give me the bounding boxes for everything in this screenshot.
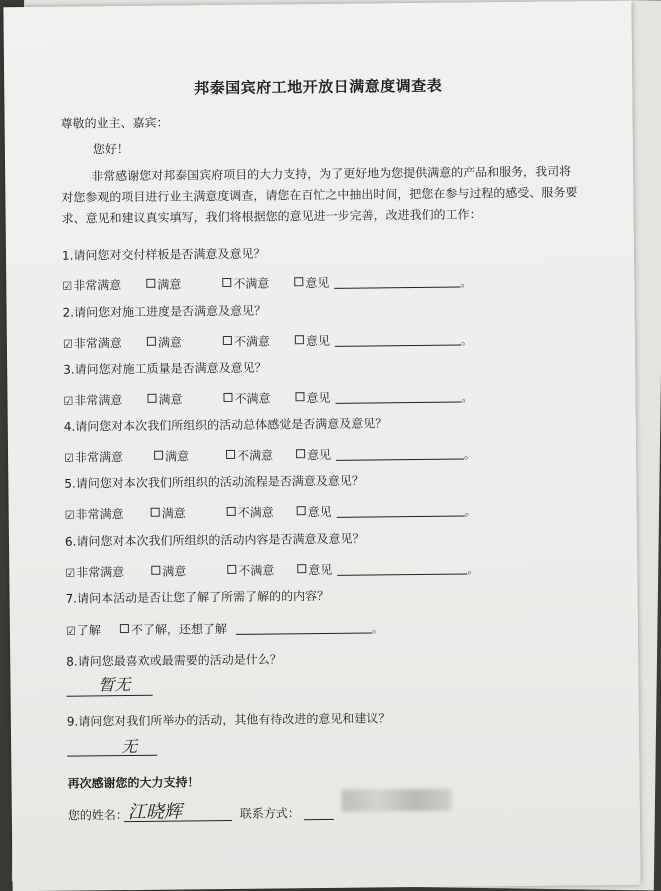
opinion-answer-line[interactable]	[337, 572, 467, 575]
checkbox-icon	[147, 337, 156, 346]
question-3: 3.请问您对施工质量是否满意及意见？	[63, 360, 267, 377]
checkbox-icon	[223, 393, 232, 402]
checkbox-icon	[295, 392, 304, 401]
checked-box-icon: ☑	[62, 279, 73, 293]
checkbox-icon	[147, 394, 156, 403]
redacted-contact	[342, 789, 452, 812]
question-8: 8.请问您最喜欢或最需要的活动是什么？	[66, 652, 282, 669]
option-dissatisfied[interactable]: 不满意	[223, 390, 270, 407]
checkbox-icon	[146, 279, 155, 288]
option-dissatisfied[interactable]: 不满意	[226, 447, 273, 464]
question-5: 5.请问您对本次我们所组织的活动流程是否满意及意见？	[64, 473, 364, 491]
survey-sheet	[3, 1, 640, 891]
opinion-answer-line[interactable]	[336, 458, 464, 461]
want-to-know-answer-line[interactable]	[236, 631, 372, 634]
option-opinion[interactable]: 意见	[295, 389, 330, 406]
contact-label: 联系方式：	[239, 806, 300, 821]
option-understood[interactable]: ☑了解	[65, 623, 101, 638]
question-2: 2.请问您对施工进度是否满意及意见？	[62, 303, 267, 320]
contact-line[interactable]	[304, 818, 334, 820]
opinion-answer-line[interactable]	[336, 401, 462, 404]
option-dissatisfied[interactable]: 不满意	[227, 504, 274, 521]
option-dissatisfied[interactable]: 不满意	[227, 562, 274, 579]
option-opinion[interactable]: 意见	[297, 561, 332, 578]
thanks-note: 再次感谢您的大力支持！	[67, 775, 200, 791]
name-label: 您的姓名：	[67, 808, 128, 823]
option-opinion[interactable]: 意见	[295, 332, 330, 349]
option-satisfied[interactable]: 满意	[154, 447, 189, 464]
option-opinion[interactable]: 意见	[296, 446, 331, 463]
checked-box-icon: ☑	[64, 508, 75, 522]
option-satisfied[interactable]: 满意	[146, 275, 181, 292]
period-mark: 。	[464, 505, 476, 519]
option-very-satisfied[interactable]: ☑非常满意	[62, 278, 122, 293]
handwritten-name: 江晓辉	[127, 801, 182, 824]
handwritten-answer-9: 无	[121, 736, 138, 757]
checkbox-icon	[297, 564, 306, 573]
answer-line-8[interactable]	[67, 694, 153, 697]
checkbox-icon	[296, 449, 305, 458]
checkbox-icon	[297, 506, 306, 515]
option-want-to-know[interactable]: 不了解，还想了解	[120, 620, 227, 638]
greeting: 您好！	[92, 142, 129, 157]
option-satisfied[interactable]: 满意	[147, 390, 182, 407]
period-mark: 。	[464, 448, 476, 462]
question-6: 6.请问您对本次我们所组织的活动内容是否满意及意见？	[64, 531, 365, 549]
checkbox-icon	[120, 624, 129, 633]
checkbox-icon	[151, 508, 160, 517]
checkbox-icon	[295, 335, 304, 344]
checkbox-icon	[223, 336, 232, 345]
checkbox-icon	[151, 566, 160, 575]
option-very-satisfied[interactable]: ☑非常满意	[63, 393, 123, 408]
option-opinion[interactable]: 意见	[297, 503, 332, 520]
opinion-answer-line[interactable]	[334, 286, 460, 289]
answer-line-9[interactable]	[67, 754, 157, 757]
opinion-answer-line[interactable]	[335, 344, 461, 347]
option-satisfied[interactable]: 满意	[151, 504, 186, 521]
checkbox-icon	[294, 277, 303, 286]
option-satisfied[interactable]: 满意	[151, 562, 186, 579]
checked-box-icon: ☑	[64, 451, 75, 465]
checkbox-icon	[154, 451, 163, 460]
checked-box-icon: ☑	[62, 337, 73, 351]
period-mark: 。	[460, 276, 472, 290]
option-opinion[interactable]: 意见	[294, 274, 329, 291]
question-9: 9.请问您对我们所举办的活动，其他有待改进的意见和建议？	[66, 711, 391, 729]
survey-title: 邦泰国宾府工地开放日满意度调查表	[194, 76, 443, 98]
checkbox-icon	[227, 565, 236, 574]
period-mark: 。	[467, 563, 479, 577]
option-very-satisfied[interactable]: ☑非常满意	[65, 565, 125, 580]
option-very-satisfied[interactable]: ☑非常满意	[64, 450, 124, 465]
handwritten-answer-8: 暂无	[98, 675, 131, 695]
question-4: 4.请问您对本次我们所组织的活动总体感觉是否满意及意见？	[63, 416, 388, 434]
period-mark: 。	[460, 334, 472, 348]
opinion-answer-line[interactable]	[337, 515, 465, 518]
question-1: 1.请问您对交付样板是否满意及意见？	[61, 246, 266, 263]
option-dissatisfied[interactable]: 不满意	[222, 275, 269, 292]
intro-paragraph: 非常感谢您对邦泰国宾府项目的大力支持，为了更好地为您提供满意的产品和服务，我司将对您参观的项目进行业主满意度调查，请您在百忙之中抽出时间，把您在参与过程的感受、服务要求、意见和建议真实填写，我们将根据您的意见进一步完善，改进我们的工作：	[61, 164, 578, 226]
checked-box-icon: ☑	[65, 566, 76, 580]
option-very-satisfied[interactable]: ☑非常满意	[62, 336, 122, 351]
salutation: 尊敬的业主、嘉宾：	[60, 115, 169, 131]
checkbox-icon	[226, 450, 235, 459]
checkbox-icon	[227, 507, 236, 516]
period-mark: 。	[371, 622, 383, 636]
option-dissatisfied[interactable]: 不满意	[223, 333, 270, 350]
question-7: 7.请问本活动是否让您了解了所需了解的的内容？	[65, 588, 330, 606]
checkbox-icon	[222, 278, 231, 287]
checked-box-icon: ☑	[65, 624, 76, 638]
checked-box-icon: ☑	[63, 394, 74, 408]
option-satisfied[interactable]: 满意	[147, 333, 182, 350]
period-mark: 。	[461, 391, 473, 405]
option-very-satisfied[interactable]: ☑非常满意	[64, 507, 124, 522]
